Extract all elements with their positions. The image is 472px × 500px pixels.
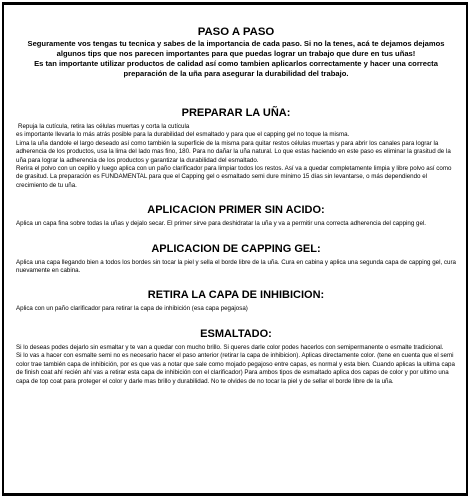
section-capping [16,243,456,276]
paragraph: Aplica con un paño clarificador para retirar la capa de inhibición (esa capa pegajosa) [16,305,248,313]
section-esmaltado [16,328,456,386]
paragraph: Rerira el polvo con un cepillo y luego aplica con un paño clarificador para limpiar todos los restos. Así va a quedar completamente limpia y libre polvo así como de grasitud. La preparación es FUNDAMENTAL para que el Capping gel o esmaltado semi dure mínimo 15 días sin levantarse, o más dependiendo el crecimiento de tu uña. [16,165,452,189]
section-preparar [16,107,456,190]
intro-section [16,26,456,79]
intro-paragraph-2: Es tan importante utilizar productos de calidad así como tambien aplicarlos correctamente y hacer una correcta preparación de la uña para asegurar la durabilidad del trabajo. [34,59,438,78]
section-title-esmaltado: ESMALTADO: [200,327,272,340]
section-primer [16,204,456,228]
intro-paragraph-1: Seguramente vos tengas tu tecnica y sabes de la importancia de cada paso. Si no la tenes, acá te dejamos dejamos algunos tips que nos parecen importantes para que puedas lograr un trabajo que dure en tus uñas! [27,39,445,58]
section-title-preparar: PREPARAR LA UÑA: [181,107,291,119]
paragraph: Si lo vas a hacer con esmalte semi no es necesario hacer el paso anterior (retirar la capa de inhibicion). Aplicas directamente color. (tene en cuenta que el semi color trae también capa de inhibición, por es que vas a notar que sale como mojado pegajoso entre capas, es normal y esta bien. Cuando aplicas la ultima capa de finish coat ahí recién ahí vas a retirar esta capa de inhibición con el clarificador) Para ambos tipos de esmaltado aplica dos capas de color y por ultimo una capa de top coat para proteger el color y darle mas brillo y durabilidad. No te olvides de no tocar la piel y de sellar el borde libre de la uña. [16,352,455,385]
section-title-inhibicion: RETIRA LA CAPA DE INHIBICION: [147,289,325,302]
paragraph: Lima la uña dandole el largo deseado así como también la superficie de la misma para quitar restos células muertas y para abrir los canales para lograr la adherencia de los productos, usa la lima del lado mas fino, 180. Para no dañar la uña natural. Lo que estas haciendo en este paso es eliminar la grasitud de la uña para lograr la adherencia de los productos y garantizar la durabilidad del esmaltado. [16,139,451,164]
paragraph: Repuja la cutícula, retira las células muertas y corta la cutícula [18,123,190,130]
paragraph: Aplica una capa llegando bien a todos los bordes sin tocar la piel y sella el borde libre de la uña. Cura en cabina y aplica una segunda capa de capping gel, cura nuevamente en cabina. [16,258,456,275]
section-title-primer: APLICACION PRIMER SIN ACIDO: [147,204,325,217]
section-title-capping: APLICACION DE CAPPING GEL: [151,242,321,255]
section-inhibicion [16,289,456,313]
document-content [16,26,456,386]
paragraph: es importante llevarla lo más atrás posible para la durabilidad del esmaltado y para que el capping gel no toque la misma. [16,131,350,139]
paragraph: Aplica un capa fina sobre todas la uñas y dejalo secar. El primer sirve para deshidratar la uña y va a permitir una correcta adherencia del capping gel. [16,220,426,228]
paragraph: Si lo deseas podes dejarlo sin esmaltar y te van a quedar con mucho brillo. Si queres darle color podes hacerlos con semipermanente o esmalte tradicional. [16,343,444,351]
intro-title: PASO A PASO [197,26,275,38]
